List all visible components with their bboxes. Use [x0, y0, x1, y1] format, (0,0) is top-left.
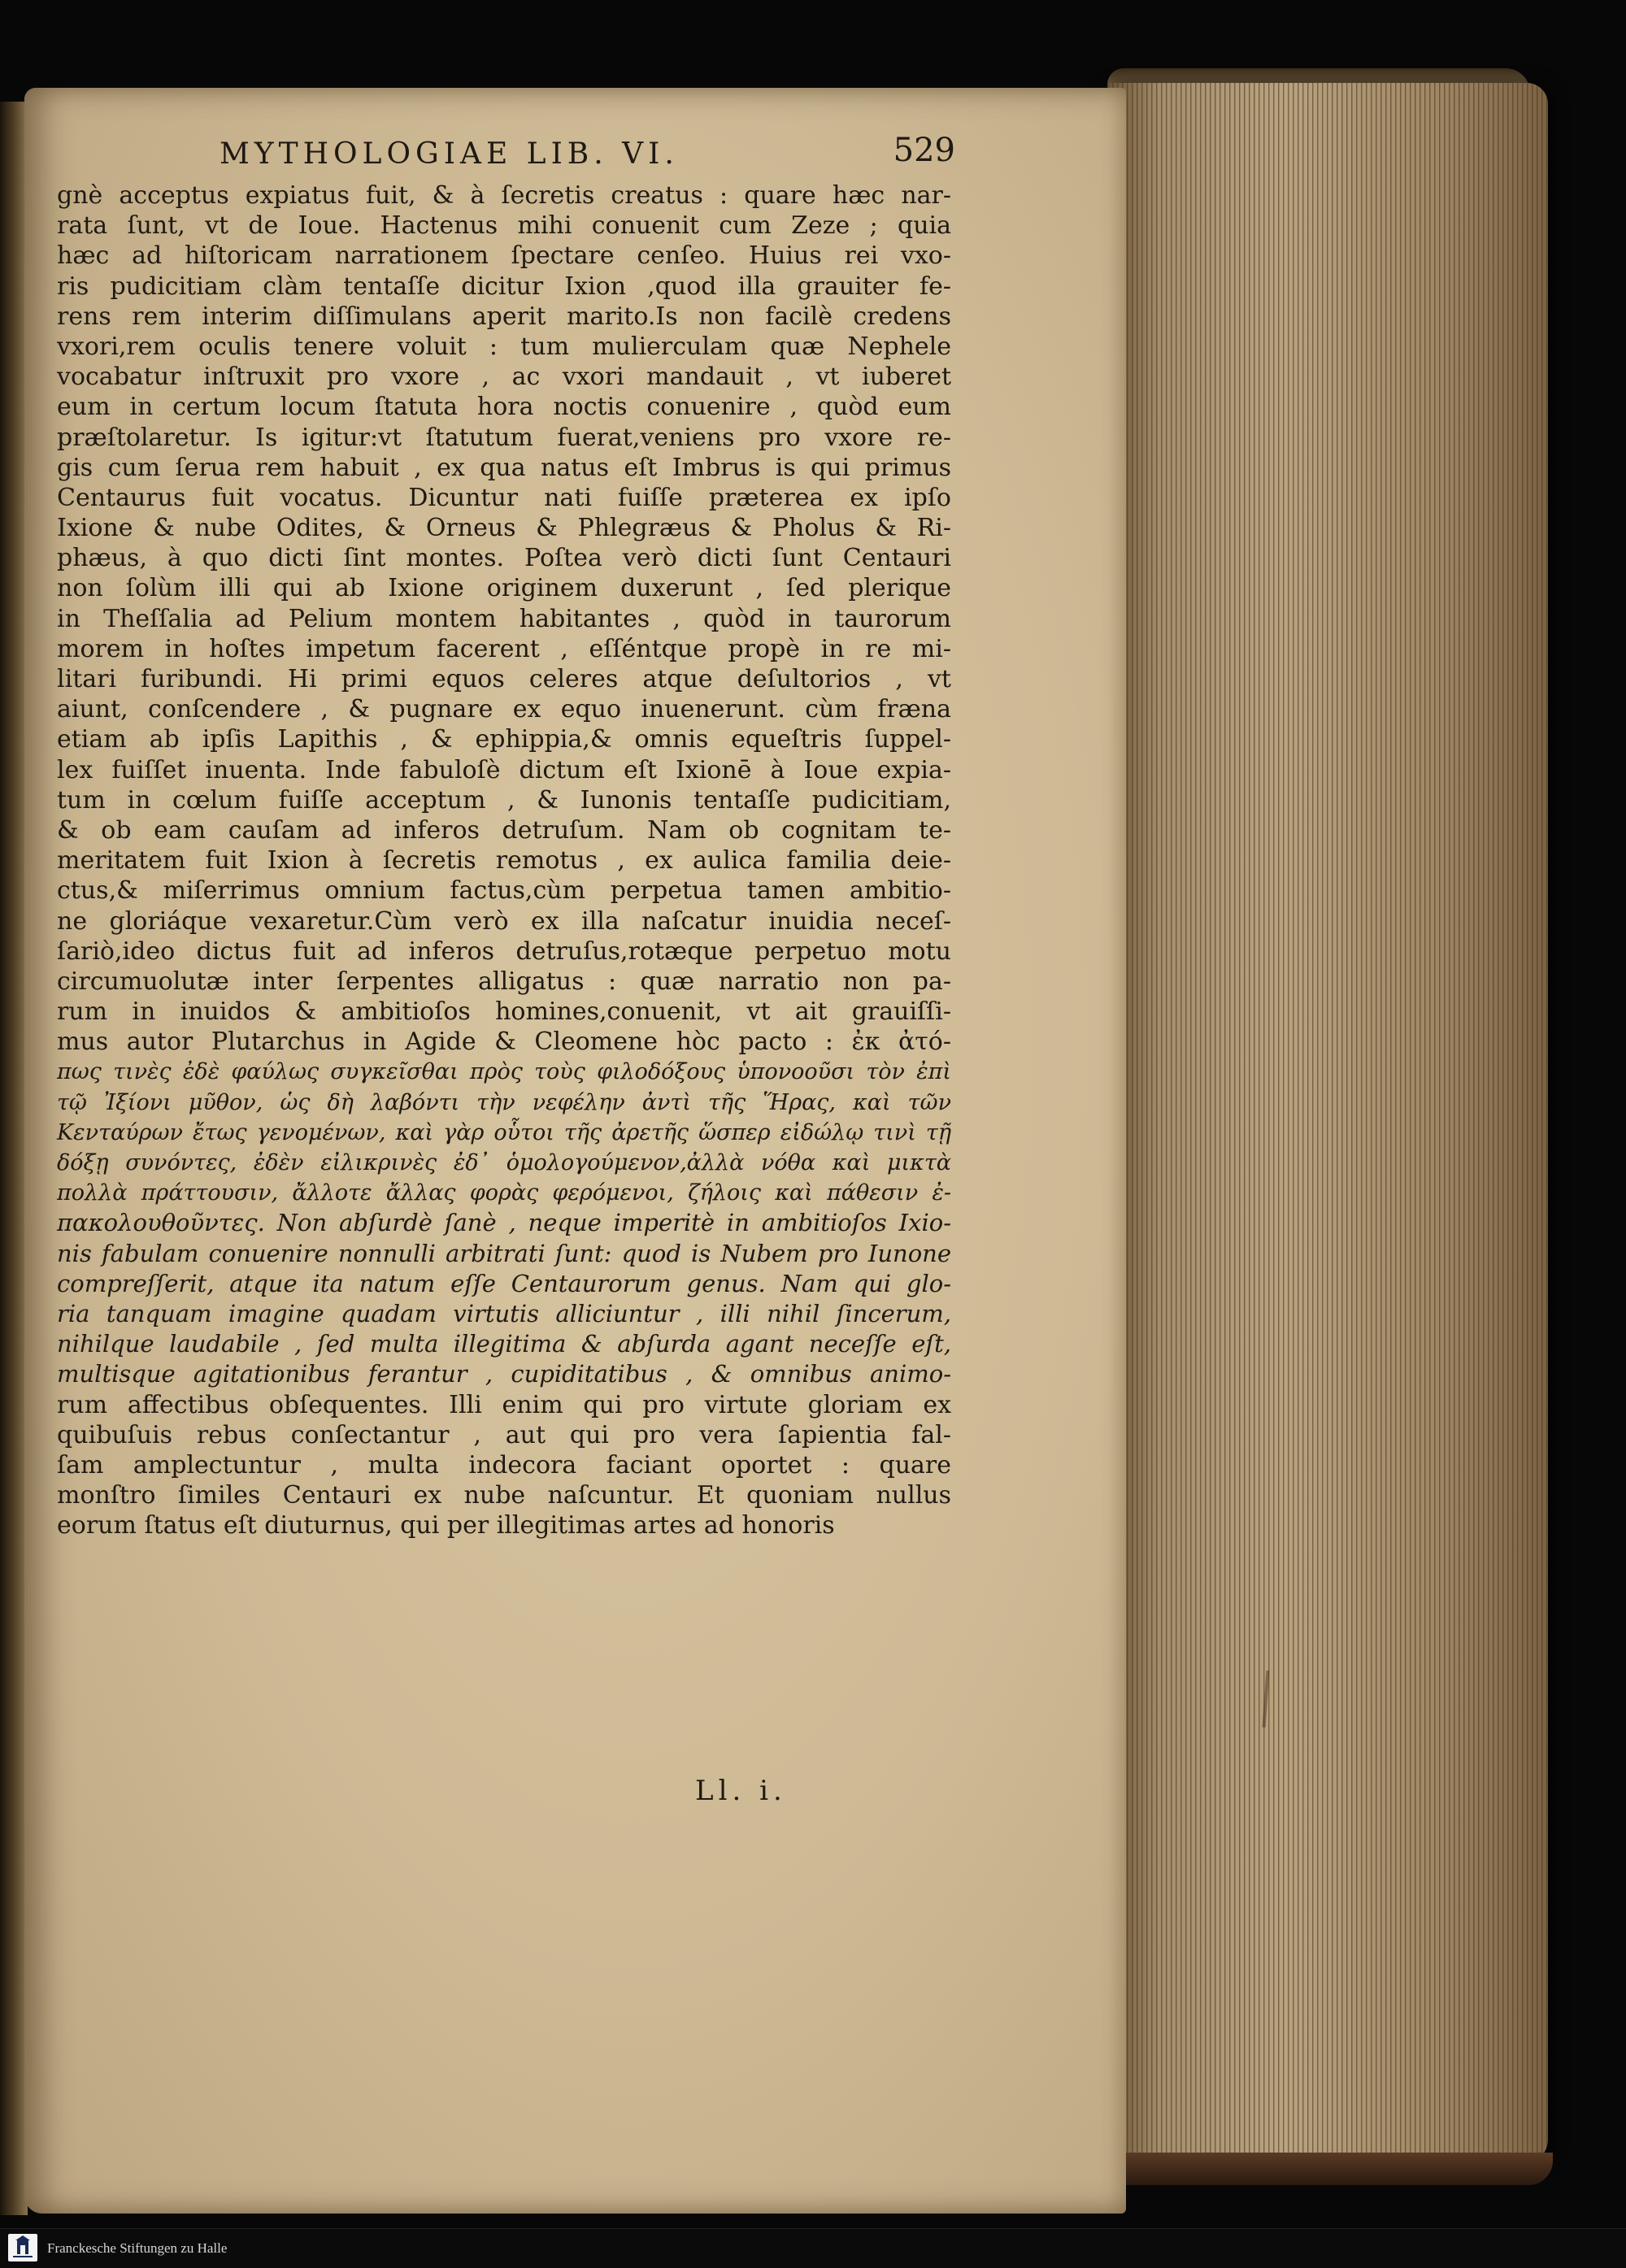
text-line: ris pudicitiam clàm tentaſſe dicitur Ixion ,quod illa grauiter fe- — [57, 272, 951, 301]
text-line: rens rem interim diſſimulans aperit marito.Is non facilè credens — [57, 302, 951, 331]
text-line: hæc ad hiſtoricam narrationem ſpectare cenſeo. Huius rei vxo- — [57, 241, 951, 271]
text-line: circumuolutæ inter ſerpentes alligatus : quæ narratio non pa- — [57, 967, 951, 996]
text-line: morem in hoſtes impetum facerent , eſſéntque propè in re mi- — [57, 634, 951, 663]
previous-page-edge — [0, 102, 28, 2215]
text-line: litari furibundi. Hi primi equos celeres atque deſultorios , vt — [57, 665, 951, 693]
viewer-footer — [0, 2228, 1626, 2268]
text-line: monſtro ſimiles Centauri ex nube naſcuntur. Et quoniam nullus — [57, 1481, 951, 1510]
text-line: eorum ſtatus eſt diuturnus, qui per illegitimas artes ad honoris — [57, 1511, 835, 1540]
text-line: ſariò,ideo dictus fuit ad inferos detruſus,rotæque perpetuo motu — [57, 936, 951, 966]
text-line: multisque agitationibus ferantur , cupiditatibus , & omnibus animo- — [57, 1360, 951, 1388]
text-line: in Theſſalia ad Pelium montem habitantes , quòd in taurorum — [57, 604, 951, 633]
institution-logo-icon[interactable] — [8, 2234, 37, 2261]
text-line: etiam ab ipſis Lapithis , & ephippia,& omnis equeſtris ſuppel- — [57, 725, 951, 754]
text-line: lex fuiſſet inuenta. Inde fabuloſè dictum eſt Ixionē à Ioue expia- — [57, 755, 951, 784]
text-line: τῷ Ἰξίονι μῦθον, ὡς δὴ λαβόντι τὴν νεφέλην ἀντὶ τῆς Ἥρας, καὶ τῶν — [57, 1089, 951, 1115]
text-line: quibuſuis rebus conſectantur , aut qui pro vera ſapientia fal- — [57, 1420, 951, 1449]
text-line: vxori,rem oculis tenere voluit : tum mulierculam quæ Nephele — [57, 332, 951, 361]
text-line: δόξῃ συνόντες, ἐδὲν εἰλικρινὲς ἐδ᾽ ὁμολογούμενον,ἀλλὰ νόθα καὶ μικτὰ — [57, 1150, 951, 1175]
text-line: rum in inuidos & ambitioſos homines,conuenit, vt ait grauiſſi- — [57, 997, 951, 1027]
text-line: eum in certum locum ſtatuta hora noctis conuenire , quòd eum — [57, 393, 951, 422]
text-line: πολλὰ πράττουσιν, ἄλλοτε ἄλλας φορὰς φερόμενοι, ζήλοις καὶ πάθεσιν ἐ- — [57, 1180, 951, 1206]
page-body-text — [57, 180, 951, 1540]
text-line: phæus, à quo dicti ſint montes. Poſtea verò dicti ſunt Centauri — [57, 544, 951, 573]
text-line: gis cum ſerua rem habuit , ex qua natus eſt Imbrus is qui primus — [57, 453, 951, 482]
text-line: mus autor Plutarchus in Agide & Cleomene hòc pacto : ἐκ ἀτό- — [57, 1028, 951, 1057]
institution-name[interactable]: Franckesche Stiftungen zu Halle — [47, 2240, 228, 2256]
text-line: πακολουθοῦντες. Non abſurdè ſanè , neque imperitè in ambitioſos Ixio- — [57, 1209, 951, 1237]
text-line: nihilque laudabile , ſed multa illegitima & abſurda agant neceſſe eſt, — [57, 1330, 951, 1358]
text-line: aiunt, conſcendere , & pugnare ex equo inuenerunt. cùm fræna — [57, 695, 951, 724]
page-stack-fore-edge — [1107, 83, 1548, 2164]
text-line: Κενταύρων ἔτως γενομένων, καὶ γὰρ οὗτοι τῆς ἀρετῆς ὥσπερ εἰδώλῳ τινὶ τῇ — [57, 1119, 951, 1145]
page-number: 529 — [893, 132, 955, 169]
text-line: nis fabulam conuenire nonnulli arbitrati ſunt: quod is Nubem pro Iunone — [57, 1239, 951, 1267]
text-line: vocabatur inſtruxit pro vxore , ac vxori mandauit , vt iuberet — [57, 363, 951, 392]
text-line: & ob eam cauſam ad inferos detruſum. Nam ob cognitam te- — [57, 815, 951, 845]
text-line: ria tanquam imagine quadam virtutis alliciuntur , illi nihil ſincerum, — [57, 1299, 951, 1327]
running-header: MYTHOLOGIAE LIB. VI. — [220, 137, 679, 171]
text-line: ſam amplectuntur , multa indecora faciant oportet : quare — [57, 1450, 951, 1479]
text-line: Ixione & nube Odites, & Orneus & Phlegræus & Pholus & Ri- — [57, 514, 951, 543]
text-line: ne gloriáque vexaretur.Cùm verò ex illa naſcatur inuidia neceſ- — [57, 906, 951, 936]
text-line: tum in cœlum fuiſſe acceptum , & Iunonis tentaſſe pudicitiam, — [57, 785, 951, 815]
text-line: præſtolaretur. Is igitur:vt ſtatutum fuerat,veniens pro vxore re- — [57, 423, 951, 452]
text-line: meritatem fuit Ixion à ſecretis remotus , ex aulica familia deie- — [57, 846, 951, 875]
book-cover-bottom — [1114, 2153, 1553, 2185]
text-line: rum affectibus obſequentes. Illi enim qui pro virtute gloriam ex — [57, 1390, 951, 1419]
text-line: gnè acceptus expiatus fuit, & à ſecretis creatus : quare hæc nar- — [57, 181, 951, 210]
signature-mark: Ll. i. — [695, 1775, 787, 1807]
text-line: ctus,& miſerrimus omnium factus,cùm perpetua tamen ambitio- — [57, 876, 951, 906]
text-line: Centaurus fuit vocatus. Dicuntur nati fuiſſe præterea ex ipſo — [57, 483, 951, 512]
text-line: πως τινὲς ἐδὲ φαύλως συγκεῖσθαι πρὸς τοὺς φιλοδόξους ὑπονοοῦσι τὸν ἐπὶ — [57, 1059, 951, 1085]
text-line: rata ſunt, vt de Ioue. Hactenus mihi conuenit cum Zeze ; quia — [57, 211, 951, 241]
text-line: non ſolùm illi qui ab Ixione originem duxerunt , ſed plerique — [57, 574, 951, 603]
text-line: compreſſerit, atque ita natum eſſe Centaurorum genus. Nam qui glo- — [57, 1269, 951, 1297]
